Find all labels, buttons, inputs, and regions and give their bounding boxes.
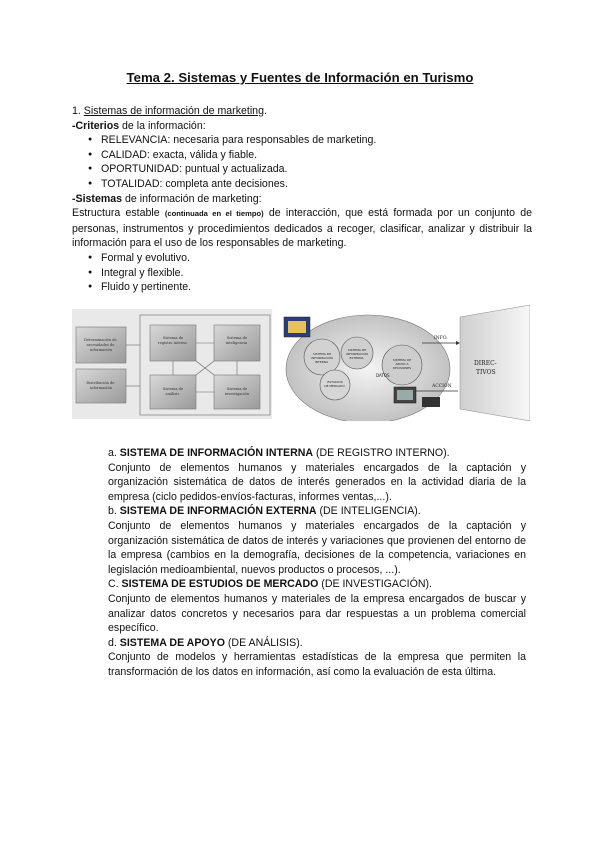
- subsection-name: SISTEMA DE APOYO: [119, 636, 225, 649]
- page-title: Tema 2. Sistemas y Fuentes de Información en Turismo: [126, 70, 474, 85]
- svg-text:INFO.: INFO.: [434, 336, 448, 341]
- subsection-paren: (DE INVESTIGACIÓN).: [318, 578, 432, 591]
- intro-small: (continuada en el tiempo): [164, 209, 264, 219]
- subsection-name: SISTEMA DE INFORMACIÓN INTERNA: [119, 447, 314, 459]
- needs-label-1: Determinación de: [84, 338, 117, 342]
- subsection-name: SISTEMA DE INFORMACIÓN EXTERNA: [119, 505, 317, 518]
- section-1-heading: [72, 104, 532, 119]
- subsection-text: Conjunto de modelos y herramientas estadísticas de la empresa que permiten la transformación de los datos en información, así como la evaluación de esta última.: [108, 651, 526, 678]
- sistemas-label: [72, 192, 532, 207]
- subsection-c: [108, 577, 526, 635]
- subsection-letter: a.: [108, 447, 120, 459]
- section-heading: Sistemas de información de marketing: [83, 105, 264, 117]
- datos-label: DATOS: [376, 373, 390, 378]
- subsection-letter: d.: [108, 636, 120, 649]
- section-number: 1.: [72, 105, 84, 117]
- criterios-list: [72, 133, 532, 191]
- subsection-text: Conjunto de elementos humanos y materiales encargados de la captación y organización sistemática de datos de interés generados en la actividad diaria de la empresa (ciclo pedidos-envíos-facturas, informes ventas,...).: [108, 461, 526, 503]
- subsections: [108, 446, 526, 680]
- list-item: ● Fluido y pertinente.: [72, 280, 532, 295]
- svg-text:Determinación de necesid: Determinación de necesidades de información: [84, 338, 117, 352]
- subsection-b: [108, 504, 526, 577]
- left-diagram: [72, 309, 272, 419]
- list-item: ● CALIDAD: exacta, válida y fiable.: [72, 148, 532, 163]
- subsection-heading: [108, 577, 526, 592]
- intro-start: Estructura estable: [72, 207, 165, 220]
- subsection-heading: [108, 446, 526, 461]
- svg-text:SISTEMA DEINFORMACIÓNINTERNA: SISTEMA DE INFORMACIÓN INTERNA SISTEMA DE INFORMACIÓN EXTERNA ESTUDIOS DE MERCADO SISTEMA DE APOYO A DECISIONES: [311, 348, 412, 388]
- svg-text:DIREC-TIVOS: DIREC-TIVOS: [474, 360, 497, 376]
- subsection-heading: [108, 504, 526, 519]
- sistemas-list: [72, 251, 532, 295]
- marketing-info-system-diagram: [72, 305, 530, 421]
- list-item: ● Formal y evolutivo.: [72, 251, 532, 266]
- subsection-paren: (DE REGISTRO INTERNO).: [313, 447, 450, 459]
- list-item: ● TOTALIDAD: completa ante decisiones.: [72, 177, 532, 192]
- subsection-name: SISTEMA DE ESTUDIOS DE MERCADO: [121, 578, 319, 591]
- list-item: ● Integral y flexible.: [72, 266, 532, 281]
- criterios-block: [72, 119, 532, 295]
- svg-text:Distribución de informac: Distribución de información: [86, 381, 115, 390]
- criterios-label: [72, 119, 532, 134]
- criterios-label-rest: de la información:: [119, 119, 206, 132]
- criterios-label-bold: -Criterios: [72, 119, 120, 132]
- list-item: ● RELEVANCIA: necesaria para responsables de marketing.: [72, 133, 532, 148]
- subsection-d: [108, 636, 526, 680]
- subsection-a: [108, 446, 526, 504]
- sistemas-intro: [72, 206, 532, 251]
- intro-rest: de interacción, que está formada por un conjunto de personas, instrumentos y procedimientos dedicados a recoger, clasificar, analizar y distribuir la información para el uso de los responsables de marketing.: [72, 207, 532, 250]
- subsection-paren: (DE INTELIGENCIA).: [316, 505, 421, 518]
- subsection-letter: C.: [108, 578, 122, 591]
- subsection-letter: b.: [108, 505, 120, 518]
- subsection-paren: (DE ANÁLISIS).: [224, 636, 303, 649]
- svg-text:Sistema deregistro interno: Sistema de registro interno Sistema de inteligencia Sistema de análisis Sistema de investigación: [158, 336, 250, 396]
- subsection-heading: [108, 636, 526, 651]
- subsection-text: Conjunto de elementos humanos y materiales encargados de la captación y organización sistemática de datos de interés y variaciones que provienen del entorno de la empresa (cambios en la demografía, decisiones de la competencia, variaciones en legislación medioambiental, nuevos productos o procesos, ...).: [108, 519, 526, 576]
- svg-text:ACCIÓN: ACCIÓN: [432, 384, 452, 389]
- list-item: ● OPORTUNIDAD: puntual y actualizada.: [72, 162, 532, 177]
- right-diagram: [284, 305, 530, 421]
- subsection-text: Conjunto de elementos humanos y materiales de la empresa encargados de buscar y analizar datos concretos y necesarios para dar respuestas a un problema comercial específico.: [108, 592, 526, 635]
- sistemas-label-rest: de información de marketing:: [122, 192, 262, 205]
- section-heading-end: .: [263, 105, 267, 117]
- sistemas-label-bold: -Sistemas: [72, 192, 123, 205]
